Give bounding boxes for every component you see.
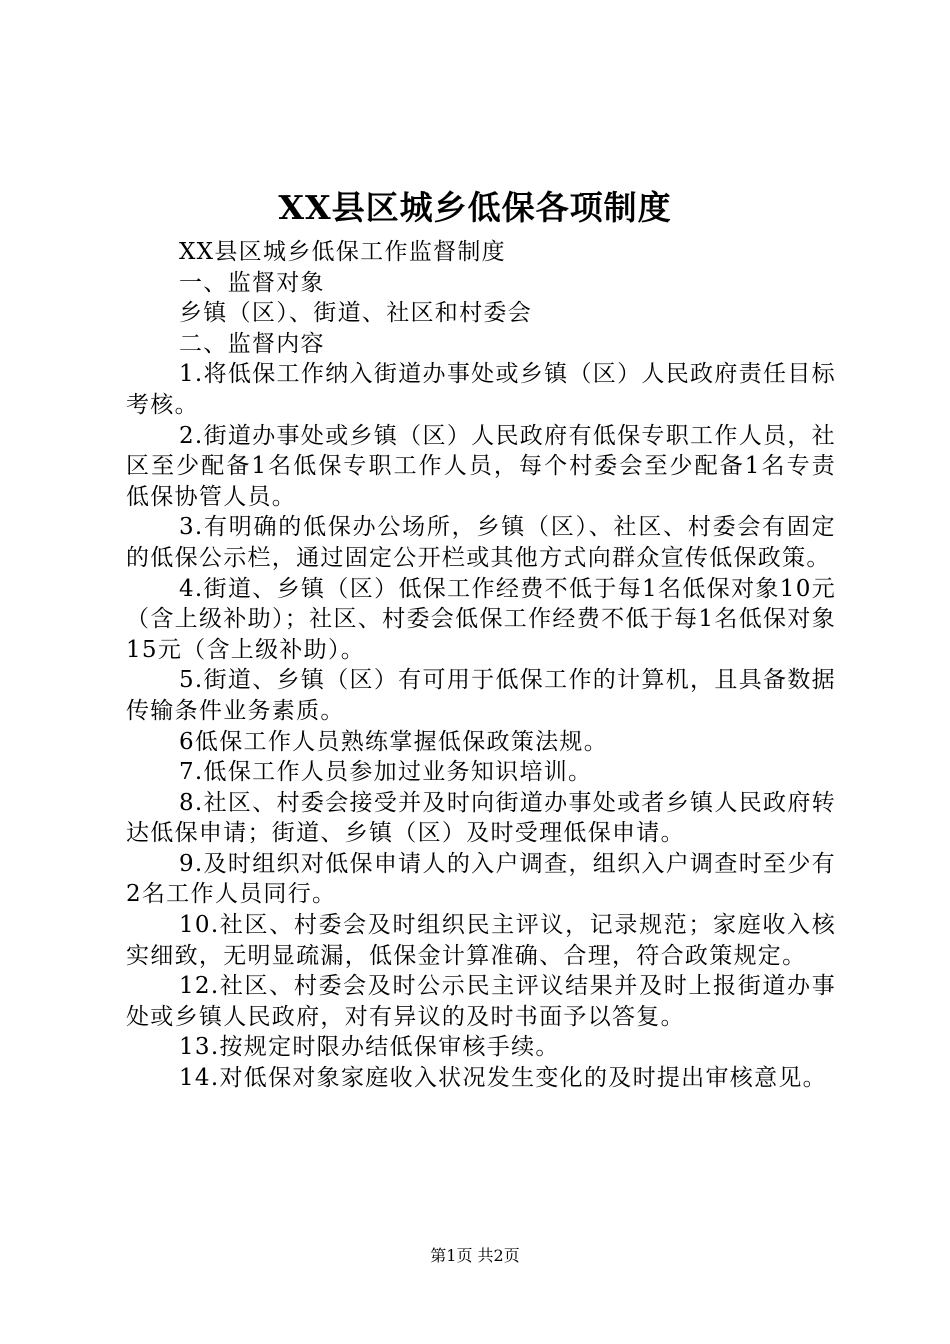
list-item: 6低保工作人员熟练掌握低保政策法规。 xyxy=(179,728,609,755)
document-body xyxy=(126,237,836,1094)
subsection-heading: 二、监督内容 xyxy=(179,330,325,357)
list-item: 7.低保工作人员参加过业务知识培训。 xyxy=(179,759,593,786)
list-item: 12.社区、村委会及时公示民主评议结果并及时上报街道办事处或乡镇人民政府，对有异议的及时书面予以答复。 xyxy=(126,973,836,1030)
list-item: 3.有明确的低保办公场所，乡镇（区）、社区、村委会有固定的低保公示栏，通过固定公开栏或其他方式向群众宣传低保政策。 xyxy=(126,514,836,571)
section-heading: XX县区城乡低保工作监督制度 xyxy=(179,239,506,265)
page-footer: 第1页 共2页 xyxy=(430,1246,520,1265)
subsection-heading: 一、监督对象 xyxy=(179,269,325,296)
list-item: 2.街道办事处或乡镇（区）人民政府有低保专职工作人员，社区至少配备1名低保专职工作人员，每个村委会至少配备1名专责低保协管人员。 xyxy=(126,422,836,510)
list-item: 4.街道、乡镇（区）低保工作经费不低于每1名低保对象10元（含上级补助）；社区、村委会低保工作经费不低于每1名低保对象15元（含上级补助）。 xyxy=(126,575,836,663)
list-item: 14.对低保对象家庭收入状况发生变化的及时提出审核意见。 xyxy=(179,1065,827,1092)
list-item: 1.将低保工作纳入街道办事处或乡镇（区）人民政府责任目标考核。 xyxy=(126,361,836,418)
paragraph: 乡镇（区）、街道、社区和村委会 xyxy=(179,300,532,327)
list-item: 9.及时组织对低保申请人的入户调查，组织入户调查时至少有2名工作人员同行。 xyxy=(126,850,836,908)
list-item: 13.按规定时限办结低保审核手续。 xyxy=(179,1034,560,1061)
list-item: 8.社区、村委会接受并及时向街道办事处或者乡镇人民政府转达低保申请；街道、乡镇（区）及时受理低保申请。 xyxy=(126,789,836,847)
list-item: 10.社区、村委会及时组织民主评议，记录规范；家庭收入核实细致，无明显疏漏，低保金计算准确、合理，符合政策规定。 xyxy=(126,912,836,969)
document-title: XX县区城乡低保各项制度 xyxy=(278,188,672,227)
list-item: 5.街道、乡镇（区）有可用于低保工作的计算机，且具备数据传输条件业务素质。 xyxy=(126,667,836,724)
